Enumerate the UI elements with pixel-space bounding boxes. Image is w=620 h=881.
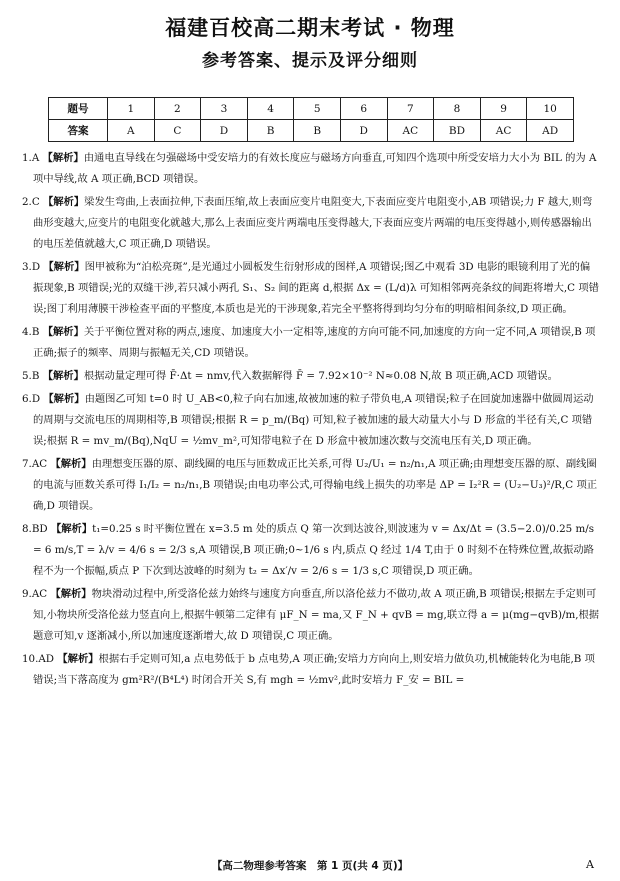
table-cell: 8 [434, 98, 481, 120]
item-prefix: 3.D [22, 261, 41, 273]
item-tag: 【解析】 [43, 261, 85, 273]
table-header-number: 题号 [49, 98, 108, 120]
item-text: 由理想变压器的原、副线圈的电压与匝数成正比关系,可得 U₂/U₁ = n₂/n₁,A 项正确;由理想变压器的原、副线圈的电流与匝数关系可得 I₁/I₂ = n₂/n₁,B 项错误;由电功率公式,可得输电线上损失的功率是 ΔP = I₂²R = (U₂−U₃)²/R,C 项正确,D 项错误。 [33, 458, 598, 512]
item-text: 物块滑动过程中,所受洛伦兹力始终与速度方向垂直,所以洛伦兹力不做功,故 A 项正确,B 项错误;根据左手定则可知,小物块所受洛伦兹力竖直向上,根据牛顿第二定律有 μF_N = ma,又 F_N + qvB = mg,联立得 a = μ(mg−qvB)/m,根据题意可知,v 逐渐减小,所以加速度逐渐增大,故 D 项错误,C 项正确。 [33, 588, 600, 642]
table-cell: AD [527, 120, 574, 142]
item-prefix: 8.BD [22, 523, 48, 535]
table-cell: 6 [340, 98, 387, 120]
item-tag: 【解析】 [43, 393, 85, 405]
item-prefix: 7.AC [22, 458, 48, 470]
table-cell: 9 [480, 98, 527, 120]
solution-item [22, 519, 600, 582]
table-cell: 5 [294, 98, 341, 120]
item-text: 根据动量定理可得 F̄·Δt = nmv,代入数据解得 F̄ = 7.92×10⁻² N≈0.08 N,故 B 项正确,ACD 项错误。 [83, 370, 558, 382]
item-tag: 【解析】 [42, 152, 84, 164]
item-prefix: 4.B [22, 326, 40, 338]
table-cell: A [108, 120, 155, 142]
item-tag: 【解析】 [57, 653, 99, 665]
table-cell: B [294, 120, 341, 142]
solution-item [22, 584, 600, 647]
page-subtitle: 参考答案、提示及评分细则 [202, 51, 418, 71]
item-prefix: 2.C [22, 196, 40, 208]
solution-item [22, 148, 600, 190]
table-cell: D [340, 120, 387, 142]
solution-item [22, 192, 600, 255]
item-text: 由题图乙可知 t=0 时 U_AB<0,粒子向右加速,故被加速的粒子带负电,A 项错误;粒子在回旋加速器中做圆周运动的周期与交流电压的周期相等,B 项错误;根据 R = p_m/(Bq) 可知,粒子被加速的最大动量大小与 D 形盒的半径有关,C 项错误;根据 R = mv_m/(Bq),NqU = ½mv_m²,可知带电粒子在 D 形盒中被加速次数与交流电压有关,D 项正确。 [33, 393, 594, 447]
item-tag: 【解析】 [50, 458, 92, 470]
table-cell: C [154, 120, 201, 142]
solution-item [22, 257, 600, 320]
item-tag: 【解析】 [42, 370, 84, 382]
table-cell: 2 [154, 98, 201, 120]
item-prefix: 6.D [22, 393, 41, 405]
table-cell: BD [434, 120, 481, 142]
version-mark: A [586, 858, 594, 871]
item-text: 图甲被称为“泊松亮斑”,是光通过小圆板发生衍射形成的图样,A 项错误;图乙中观看 3D 电影的眼镜利用了光的偏振现象,B 项错误;光的双缝干涉,若只减小两孔 S₁、S₂ 间的距离 d,根据 Δx = (L/d)λ 可知相邻两亮条纹的间距将增大,C 项错误;图丁利用薄膜干涉检查平面的平整度,本质也是光的干涉现象,若完全平整将得到均匀分布的明暗相间条纹,D 项正确。 [33, 261, 599, 315]
solution-item [22, 649, 600, 691]
item-text: 关于平衡位置对称的两点,速度、加速度大小一定相等,速度的方向可能不同,加速度的方向一定不同,A 项错误,B 项正确;振子的频率、周期与振幅无关,CD 项错误。 [33, 326, 596, 359]
page-title: 福建百校高二期末考试 · 物理 [165, 16, 455, 40]
solution-item [22, 389, 600, 452]
item-text: 根据右手定则可知,a 点电势低于 b 点电势,A 项正确;安培力方向向上,则安培力做负功,机械能转化为电能,B 项错误;当下落高度为 gm²R²/(B⁴L⁴) 时闭合开关 S,有 mgh = ½mv²,此时安培力 F_安 = BIL = [33, 653, 595, 686]
table-cell: AC [480, 120, 527, 142]
item-prefix: 5.B [22, 370, 40, 382]
table-cell: B [247, 120, 294, 142]
solutions-list [22, 148, 600, 693]
answer-table [48, 97, 574, 142]
item-text: 由通电直导线在匀强磁场中受安培力的有效长度应与磁场方向垂直,可知四个选项中所受安培力大小为 BIL 的为 A 项中导线,故 A 项正确,BCD 项错误。 [33, 152, 597, 185]
item-tag: 【解析】 [42, 196, 85, 208]
item-prefix: 9.AC [22, 588, 48, 600]
table-cell: 3 [201, 98, 248, 120]
answer-table-number-row [49, 98, 574, 120]
item-tag: 【解析】 [42, 326, 84, 338]
item-text: t₁=0.25 s 时平衡位置在 x=3.5 m 处的质点 Q 第一次到达波谷,则波速为 v = Δx/Δt = (3.5−2.0)/0.25 m/s = 6 m/s,T = λ/v = 4/6 s = 2/3 s,A 项错误,B 项正确;0~1/6 s 内,质点 Q 经过 1/4 T,由于 0 时刻不在特殊位置,故振动路程不为一个振幅,质点 P 下次到达波峰的时刻为 t₂ = Δx′/v = 2/6 s = 1/3 s,C 项错误,D 项正确。 [33, 523, 594, 577]
table-cell: D [201, 120, 248, 142]
table-header-answer: 答案 [49, 120, 108, 142]
page-footer: 【高二物理参考答案 第 1 页(共 4 页)】 [211, 860, 409, 872]
answer-table-answer-row [49, 120, 574, 142]
item-tag: 【解析】 [50, 588, 92, 600]
item-prefix: 1.A [22, 152, 40, 164]
table-cell: 4 [247, 98, 294, 120]
table-cell: 10 [527, 98, 574, 120]
item-text: 梁发生弯曲,上表面拉伸,下表面压缩,故上表面应变片电阻变大,下表面应变片电阻变小,AB 项错误;力 F 越大,则弯曲形变越大,应变片的电阻变化就越大,那么上表面应变片两端电压变得越大,下表面应变片两端的电压变得越小,则传感器输出的电压差值就越大,C 项正确,D 项错误。 [33, 196, 593, 250]
solution-item [22, 366, 600, 387]
table-cell: AC [387, 120, 434, 142]
item-tag: 【解析】 [50, 523, 93, 535]
table-cell: 1 [108, 98, 155, 120]
solution-item [22, 454, 600, 517]
solution-item [22, 322, 600, 364]
table-cell: 7 [387, 98, 434, 120]
item-prefix: 10.AD [22, 653, 55, 665]
